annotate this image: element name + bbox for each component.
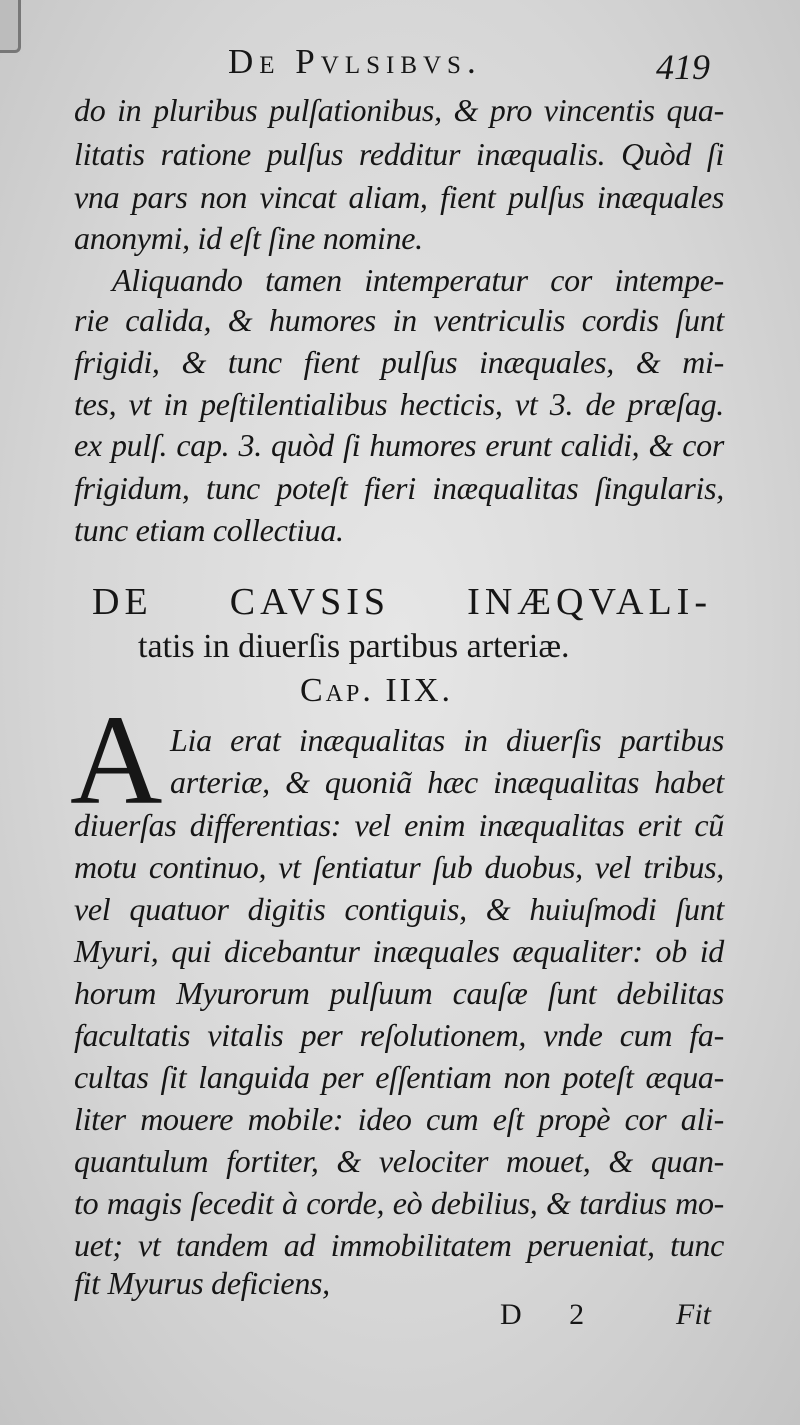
text-line: Aliquando tamen intemperatur cor intempe- bbox=[112, 262, 724, 298]
text-line: liter mouere mobile: ideo cum eſt propè cor ali- bbox=[74, 1101, 724, 1137]
text-line: ex pulſ. cap. 3. quòd ſi humores erunt calidi, & cor bbox=[74, 427, 724, 463]
signature-mark: D 2 bbox=[500, 1298, 605, 1331]
text-line: frigidum, tunc poteſt fieri inæqualitas ſingularis, bbox=[74, 470, 724, 506]
text-line: horum Myurorum pulſuum cauſæ ſunt debilitas bbox=[74, 975, 724, 1011]
text-line: vna pars non vincat aliam, fient pulſus inæquales bbox=[74, 179, 724, 215]
chapter-number: Cap. IIX. bbox=[300, 672, 454, 709]
text-line: diuerſas differentias: vel enim inæqualitas erit cũ bbox=[74, 807, 724, 843]
running-title: De Pvlsibvs. bbox=[228, 42, 482, 81]
text-line: rie calida, & humores in ventriculis cordis ſunt bbox=[74, 302, 724, 338]
page-number: 419 bbox=[656, 47, 710, 87]
text-line: quantulum fortiter, & velociter mouet, & quan- bbox=[74, 1143, 724, 1179]
catchword: Fit bbox=[676, 1298, 711, 1331]
chapter-subtitle: tatis in diuerſis partibus arteriæ. bbox=[138, 628, 570, 665]
text-line: fit Myurus deficiens, bbox=[74, 1265, 330, 1301]
text-line: Lia erat inæqualitas in diuerſis partibus bbox=[170, 722, 724, 758]
text-line: do in pluribus pulſationibus, & pro vincentis qua- bbox=[74, 92, 724, 128]
text-line: facultatis vitalis per reſolutionem, vnde cum fa- bbox=[74, 1017, 724, 1053]
text-line: litatis ratione pulſus redditur inæqualis. Quòd ſi bbox=[74, 136, 724, 172]
text-line: frigidi, & tunc fient pulſus inæquales, & mi- bbox=[74, 344, 724, 380]
text-line: Myuri, qui dicebantur inæquales æqualiter: ob id bbox=[74, 933, 724, 969]
chapter-title: DE CAVSIS INÆQVALI- bbox=[92, 581, 712, 623]
text-line: vel quatuor digitis contiguis, & huiuſmodi ſunt bbox=[74, 891, 724, 927]
text-line: cultas ſit languida per eſſentiam non poteſt æqua- bbox=[74, 1059, 724, 1095]
text-line: to magis ſecedit à corde, eò debilius, & tardius mo- bbox=[74, 1185, 724, 1221]
text-line: tes, vt in peſtilentialibus hecticis, vt 3. de præſag. bbox=[74, 386, 724, 422]
running-head bbox=[0, 42, 800, 92]
text-line: anonymi, id eſt ſine nomine. bbox=[74, 220, 423, 256]
text-line: uet; vt tandem ad immobilitatem perueniat, tunc bbox=[74, 1227, 724, 1263]
text-line: arteriæ, & quoniã hæc inæqualitas habet bbox=[170, 764, 724, 800]
text-line: motu continuo, vt ſentiatur ſub duobus, vel tribus, bbox=[74, 849, 724, 885]
text-line: tunc etiam collectiua. bbox=[74, 512, 344, 548]
drop-cap: A bbox=[70, 689, 163, 831]
